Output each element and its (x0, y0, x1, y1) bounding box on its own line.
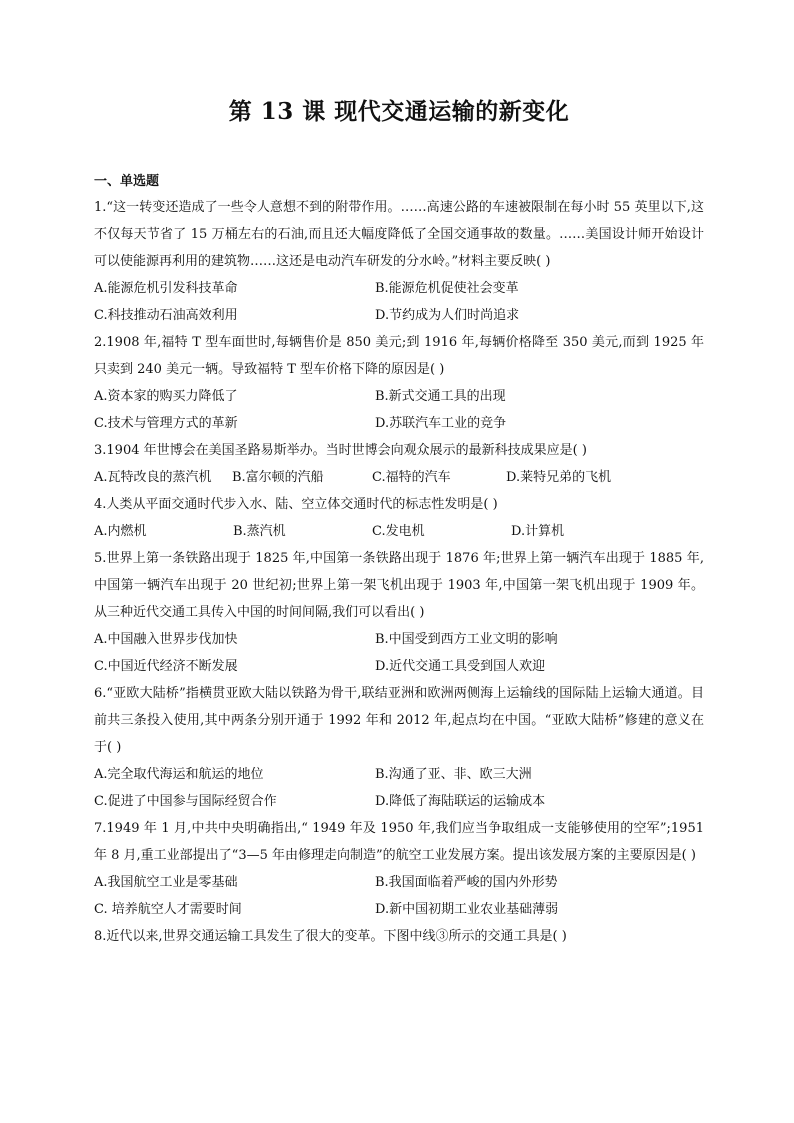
option-a: A.中国融入世界步伐加快 (94, 632, 238, 647)
option-b: B.新式交通工具的出现 (375, 389, 506, 404)
option-list (94, 869, 704, 923)
option-d: D.新中国初期工业农业基础薄弱 (375, 902, 559, 917)
option-a: A.我国航空工业是零基础 (94, 875, 238, 890)
option-c: C.促进了中国参与国际经贸合作 (94, 794, 277, 809)
option-c: C.科技推动石油高效利用 (94, 308, 238, 323)
question-stem: 8.近代以来,世界交通运输工具发生了很大的变革。下图中线③所示的交通工具是( ) (94, 929, 567, 944)
question-stem: 5.世界上第一条铁路出现于 1825 年,中国第一条铁路出现于 1876 年;世界上第一辆汽车出现于 1885 年,中国第一辆汽车出现于 20 世纪初;世界上第一架飞机出现于 1903 年,中国第一架飞机出现于 1909 年。从三种近代交通工具传入中国的时间间隔,我们可以看出( ) (94, 551, 704, 620)
option-b: B.我国面临着严峻的国内外形势 (375, 875, 558, 890)
question-7 (94, 815, 704, 923)
question-1 (94, 194, 704, 329)
option-c: C.发电机 (372, 524, 425, 539)
option-list (94, 464, 704, 491)
option-c: C. 培养航空人才需要时间 (94, 902, 242, 917)
question-5 (94, 545, 704, 680)
document-page (94, 96, 704, 950)
option-list (94, 518, 704, 545)
option-list (94, 761, 704, 815)
section-heading: 一、单选题 (94, 174, 160, 189)
option-d: D.降低了海陆联运的运输成本 (375, 794, 546, 809)
option-b: B.中国受到西方工业文明的影响 (375, 632, 558, 647)
option-c: C.福特的汽车 (372, 470, 451, 485)
question-stem: 4.人类从平面交通时代步入水、陆、空立体交通时代的标志性发明是( ) (94, 497, 498, 512)
question-4 (94, 491, 704, 545)
question-stem: 2.1908 年,福特 T 型车面世时,每辆售价是 850 美元;到 1916 年,每辆价格降至 350 美元,而到 1925 年只卖到 240 美元一辆。导致福特 T 型车价格下降的原因是( ) (94, 335, 704, 377)
option-d: D.近代交通工具受到国人欢迎 (375, 659, 546, 674)
question-8 (94, 923, 704, 950)
question-stem: 1.“这一转变还造成了一些令人意想不到的附带作用。……高速公路的车速被限制在每小时 55 英里以下,这不仅每天节省了 15 万桶左右的石油,而且还大幅度降低了全国交通事故的数量。……美国设计师开始设计可以使能源再利用的建筑物……这还是电动汽车研发的分水岭。”材料主要反映( ) (94, 200, 704, 269)
option-b: B.能源危机促使社会变革 (375, 281, 519, 296)
option-list (94, 383, 704, 437)
option-a: A.资本家的购买力降低了 (94, 389, 238, 404)
question-stem: 3.1904 年世博会在美国圣路易斯举办。当时世博会向观众展示的最新科技成果应是( ) (94, 443, 587, 458)
page-title: 第 13 课 现代交通运输的新变化 (228, 98, 570, 125)
question-2 (94, 329, 704, 437)
option-d: D.计算机 (511, 524, 565, 539)
option-list (94, 626, 704, 680)
option-a: A.瓦特改良的蒸汽机 (94, 470, 212, 485)
option-c: C.技术与管理方式的革新 (94, 416, 238, 431)
option-a: A.能源危机引发科技革命 (94, 281, 238, 296)
option-b: B.沟通了亚、非、欧三大洲 (375, 767, 532, 782)
option-c: C.中国近代经济不断发展 (94, 659, 238, 674)
option-b: B.蒸汽机 (233, 524, 286, 539)
option-a: A.内燃机 (94, 524, 147, 539)
question-3 (94, 437, 704, 491)
question-6 (94, 680, 704, 815)
question-stem: 7.1949 年 1 月,中共中央明确指出,“ 1949 年及 1950 年,我们应当争取组成一支能够使用的空军”;1951 年 8 月,重工业部提出了“3—5 年由修理走向制造”的航空工业发展方案。提出该发展方案的主要原因是( ) (94, 821, 704, 863)
option-d: D.苏联汽车工业的竞争 (375, 416, 507, 431)
question-stem: 6.“亚欧大陆桥”指横贯亚欧大陆以铁路为骨干,联结亚洲和欧洲两侧海上运输线的国际陆上运输大通道。目前共三条投入使用,其中两条分别开通于 1992 年和 2012 年,起点均在中国。“亚欧大陆桥”修建的意义在于( ) (94, 686, 704, 755)
option-d: D.莱特兄弟的飞机 (506, 470, 612, 485)
option-a: A.完全取代海运和航运的地位 (94, 767, 264, 782)
option-d: D.节约成为人们时尚追求 (375, 308, 520, 323)
option-list (94, 275, 704, 329)
option-b: B.富尔顿的汽船 (232, 470, 324, 485)
